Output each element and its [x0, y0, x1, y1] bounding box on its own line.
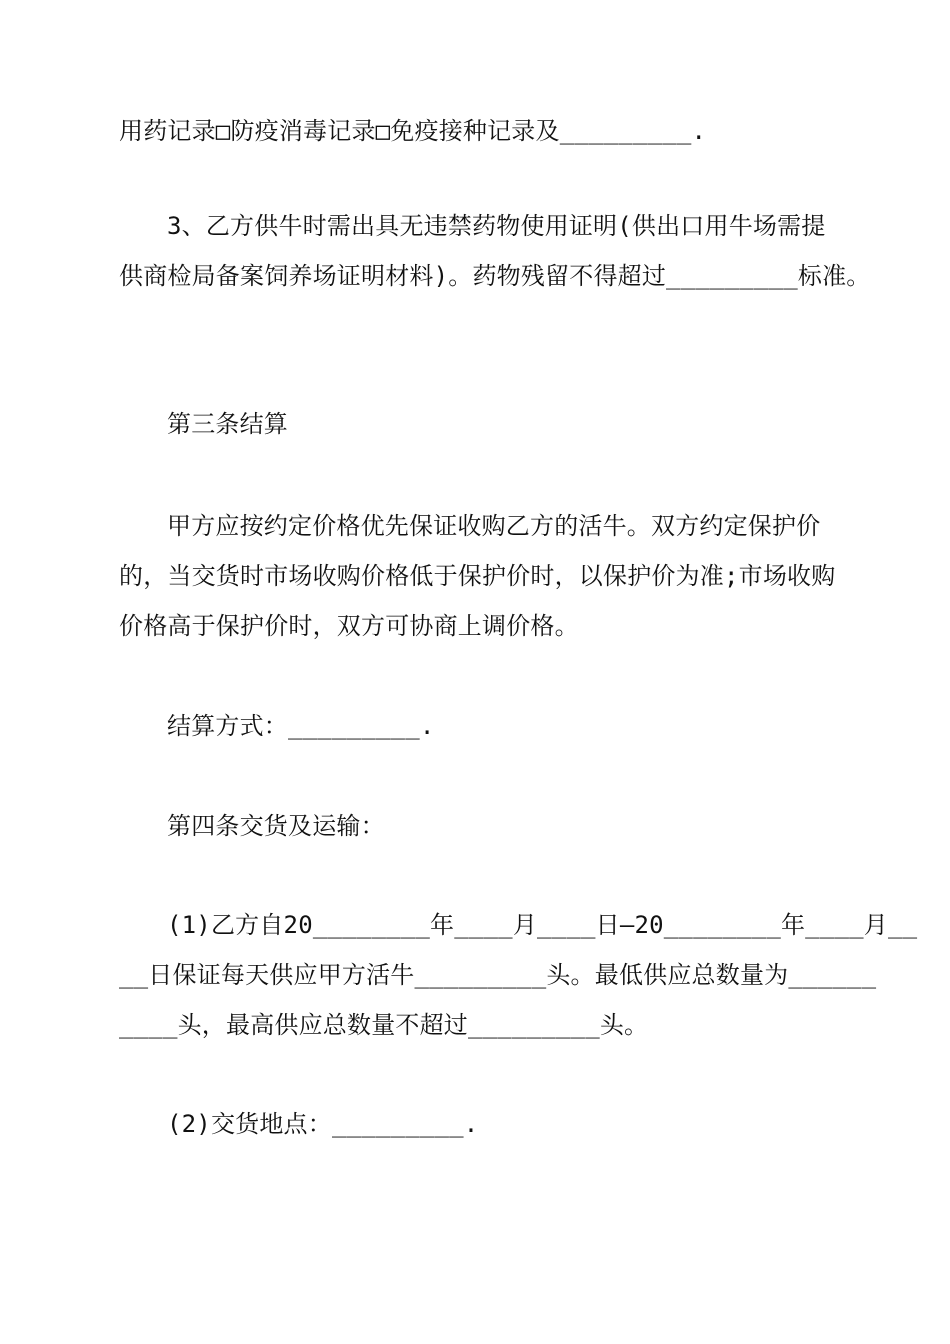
clause-3-line-2: 供商检局备案饲养场证明材料)。药物残留不得超过_________标准。 [119, 262, 871, 290]
settlement-method-line: 结算方式：_________. [167, 712, 435, 740]
delivery-location-line: (2)交货地点：_________. [167, 1110, 479, 1138]
delivery-item-1-line-3: ____头，最高供应总数量不超过_________头。 [119, 1011, 649, 1039]
clause-3-line-1: 3、乙方供牛时需出具无违禁药物使用证明(供出口用牛场需提 [167, 212, 826, 240]
settlement-paragraph-line-3: 价格高于保护价时，双方可协商上调价格。 [119, 612, 579, 640]
record-line: 用药记录□防疫消毒记录□免疫接种记录及_________. [119, 117, 707, 145]
delivery-item-1-line-2: __日保证每天供应甲方活牛_________头。最低供应总数量为______ [119, 961, 877, 989]
delivery-item-1-line-1: (1)乙方自20________年____月____日—20________年____月__ [167, 911, 918, 939]
article-3-heading: 第三条结算 [167, 410, 288, 438]
settlement-paragraph-line-2: 的，当交货时市场收购价格低于保护价时，以保护价为准;市场收购 [119, 562, 836, 590]
article-4-heading: 第四条交货及运输： [167, 812, 385, 840]
settlement-paragraph-line-1: 甲方应按约定价格优先保证收购乙方的活牛。双方约定保护价 [167, 512, 821, 540]
